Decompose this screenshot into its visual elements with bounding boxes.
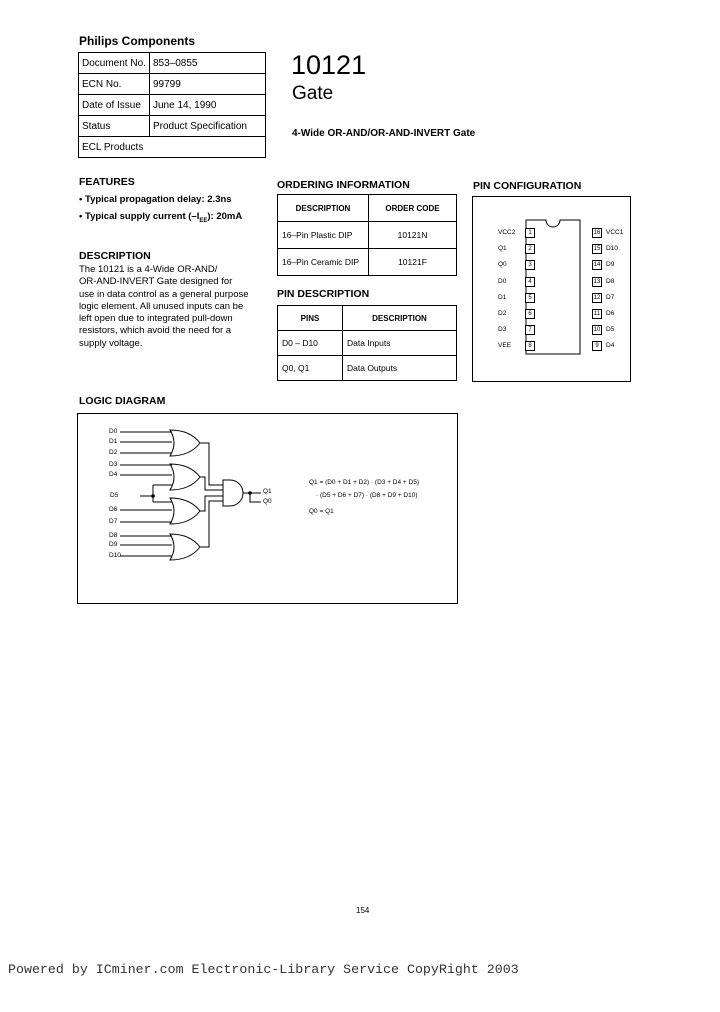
doc-value: 99799	[150, 74, 266, 95]
pin-name-left: D3	[498, 326, 507, 333]
description-line: OR-AND-INVERT Gate designed for	[79, 276, 233, 288]
pin-name-left: D2	[498, 310, 507, 317]
pin-number-left: 4	[525, 277, 535, 287]
pin-name-right: D7	[606, 294, 615, 301]
table-header-row	[278, 195, 457, 222]
company-name: Philips Components	[79, 34, 196, 48]
doc-row	[79, 53, 266, 74]
pin-name-left: VEE	[498, 342, 512, 349]
table-header: DESCRIPTION	[343, 306, 457, 331]
logic-input-label: D6	[109, 506, 118, 513]
feature-label: Typical propagation delay:	[84, 194, 208, 205]
feature-value: 2.3ns	[207, 194, 232, 205]
page-subtitle: 4-Wide OR-AND/OR-AND-INVERT Gate	[292, 128, 476, 139]
doc-key: Status	[79, 116, 150, 137]
pin-name-right: D8	[606, 278, 615, 285]
pin-description-heading: PIN DESCRIPTION	[277, 288, 370, 300]
logic-input-label: D1	[109, 438, 118, 445]
logic-input-label: D5	[110, 492, 119, 499]
pin-number-right: 11	[593, 311, 601, 317]
pin-number-right: 16	[593, 230, 601, 236]
description-line: resistors, which avoid the need for a	[79, 325, 232, 337]
pin-number-left: 5	[525, 293, 535, 303]
table-row	[278, 222, 457, 249]
pin-name-right: D5	[606, 326, 615, 333]
pin-number-left: 7	[525, 325, 535, 335]
logic-output-label: Q0	[263, 498, 272, 505]
pin-name-left: VCC2	[498, 229, 516, 236]
pin-number-right: 10	[593, 327, 601, 333]
logic-input-label: D7	[109, 518, 118, 525]
table-cell: Data Inputs	[343, 331, 457, 356]
pin-number-right: 14	[593, 262, 601, 268]
doc-row	[79, 95, 266, 116]
description-heading: DESCRIPTION	[79, 250, 151, 262]
doc-value: Product Specification	[150, 116, 266, 137]
logic-input-label: D4	[109, 471, 118, 478]
table-cell: Q0, Q1	[278, 356, 343, 381]
description-line: left open due to integrated pull-down	[79, 313, 233, 325]
pin-number-left: 6	[525, 309, 535, 319]
description-line: logic element. All unused inputs can be	[79, 300, 244, 312]
pin-name-left: D0	[498, 278, 507, 285]
logic-input-label: D0	[109, 428, 118, 435]
part-type: Gate	[292, 83, 334, 104]
table-cell: 16–Pin Ceramic DIP	[278, 249, 369, 276]
pin-number-left: 1	[525, 228, 535, 238]
equation-line: Q0 = Q1	[309, 508, 334, 515]
doc-row	[79, 74, 266, 95]
description-line: The 10121 is a 4-Wide OR-AND/	[79, 264, 218, 275]
table-row	[278, 356, 457, 381]
doc-key: ECN No.	[79, 74, 150, 95]
table-row	[278, 331, 457, 356]
feature-value: 20mA	[216, 211, 243, 222]
feature-label: Typical supply current (–I	[84, 211, 200, 222]
logic-schematic	[78, 414, 457, 603]
ordering-heading: ORDERING INFORMATION	[277, 179, 410, 191]
product-line: ECL Products	[79, 137, 266, 158]
doc-row	[79, 116, 266, 137]
document-info-table	[78, 52, 266, 158]
doc-key: Document No.	[79, 53, 150, 74]
equation-line: · (D5 + D6 + D7) · (D8 + D9 + D10)	[316, 492, 418, 499]
pin-name-left: Q0	[498, 261, 507, 268]
table-header: DESCRIPTION	[278, 195, 369, 222]
table-cell: 16–Pin Plastic DIP	[278, 222, 369, 249]
part-number: 10121	[291, 50, 367, 80]
description-line: use in data control as a general purpose	[79, 288, 249, 300]
ordering-table	[277, 194, 457, 276]
doc-value: June 14, 1990	[150, 95, 266, 116]
doc-value: 853–0855	[150, 53, 266, 74]
description-text	[79, 264, 249, 350]
pin-name-right: D10	[606, 245, 618, 252]
pin-number-left: 3	[525, 260, 535, 270]
table-header: PINS	[278, 306, 343, 331]
feature-sub: EE	[199, 217, 208, 224]
features-heading: FEATURES	[79, 176, 135, 188]
pin-number-left: 8	[525, 341, 535, 351]
table-cell: Data Outputs	[343, 356, 457, 381]
pin-number-right: 12	[593, 295, 601, 301]
table-row	[278, 249, 457, 276]
pin-number-right: 15	[593, 246, 601, 252]
pin-name-right: D6	[606, 310, 615, 317]
pin-name-right: D4	[606, 342, 615, 349]
doc-row	[79, 137, 266, 158]
logic-diagram-heading: LOGIC DIAGRAM	[79, 395, 166, 407]
table-header: ORDER CODE	[369, 195, 457, 222]
footer-credit: Powered by ICminer.com Electronic-Library Service CopyRight 2003	[8, 962, 519, 977]
feature-item: • Typical propagation delay: 2.3ns	[79, 194, 232, 205]
page-number: 154	[356, 906, 370, 915]
feature-item: • Typical supply current $(-I_{EE})$: 20mA	[79, 211, 243, 224]
pin-name-right: VCC1	[606, 229, 624, 236]
logic-input-label: D10	[109, 552, 121, 559]
pin-number-right: 13	[593, 279, 601, 285]
logic-input-label: D3	[109, 461, 118, 468]
table-header-row	[278, 306, 457, 331]
pin-config-heading: PIN CONFIGURATION	[473, 180, 582, 192]
pin-config-frame	[472, 196, 631, 382]
logic-input-label: D8	[109, 532, 118, 539]
pin-name-left: D1	[498, 294, 507, 301]
logic-input-label: D2	[109, 449, 118, 456]
pin-name-left: Q1	[498, 245, 507, 252]
doc-key: Date of Issue	[79, 95, 150, 116]
pin-number-right: 9	[592, 341, 602, 351]
description-line: supply voltage.	[79, 337, 143, 349]
table-cell: 10121N	[369, 222, 457, 249]
equation-line: Q1 = (D0 + D1 + D2) · (D3 + D4 + D5)	[309, 479, 419, 486]
logic-diagram-frame	[77, 413, 458, 604]
feature-tail: ):	[207, 211, 217, 222]
table-cell: D0 – D10	[278, 331, 343, 356]
pin-description-table	[277, 305, 457, 381]
logic-input-label: D9	[109, 541, 118, 548]
pin-name-right: D9	[606, 261, 615, 268]
logic-output-label: Q1	[263, 488, 272, 495]
pin-number-left: 2	[525, 244, 535, 254]
table-cell: 10121F	[369, 249, 457, 276]
